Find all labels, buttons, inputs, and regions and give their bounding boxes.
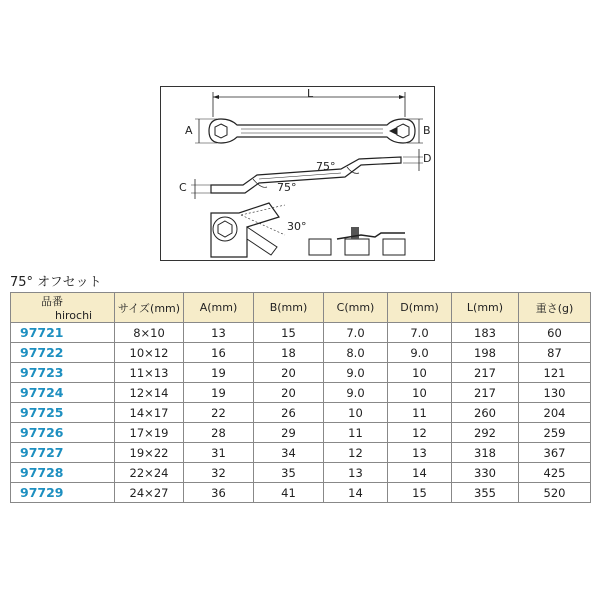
angle-label-bottom: 75°	[277, 181, 297, 194]
cell-a: 28	[184, 423, 254, 443]
cell-d: 15	[388, 483, 452, 503]
cell-c: 9.0	[324, 363, 388, 383]
cell-c: 9.0	[324, 383, 388, 403]
cell-size: 19×22	[115, 443, 184, 463]
cell-part-number[interactable]: 97725	[11, 403, 115, 423]
cell-d: 12	[388, 423, 452, 443]
table-row	[11, 323, 591, 343]
cell-c: 13	[324, 463, 388, 483]
cell-d: 7.0	[388, 323, 452, 343]
spec-table	[10, 292, 591, 503]
cell-b: 18	[254, 343, 324, 363]
cell-weight: 520	[519, 483, 591, 503]
cell-weight: 367	[519, 443, 591, 463]
cell-b: 20	[254, 363, 324, 383]
cell-d: 9.0	[388, 343, 452, 363]
header-part-number	[11, 293, 115, 323]
angle-label-head: 30°	[287, 220, 307, 233]
cell-c: 12	[324, 443, 388, 463]
section-title: 75° オフセット	[10, 275, 102, 290]
table-row	[11, 423, 591, 443]
cell-l: 355	[452, 483, 519, 503]
cell-weight: 259	[519, 423, 591, 443]
header-label-hirochi: hirochi	[55, 309, 93, 322]
cell-c: 10	[324, 403, 388, 423]
cell-l: 260	[452, 403, 519, 423]
cell-a: 19	[184, 363, 254, 383]
cell-part-number[interactable]: 97724	[11, 383, 115, 403]
header-d: D(mm)	[388, 293, 452, 323]
dim-label-c: C	[179, 181, 187, 194]
dim-label-l: L	[307, 87, 314, 100]
header-weight: 重さ(g)	[519, 293, 591, 323]
cell-a: 31	[184, 443, 254, 463]
cell-d: 11	[388, 403, 452, 423]
header-size: サイズ(mm)	[115, 293, 184, 323]
cell-c: 14	[324, 483, 388, 503]
cell-size: 22×24	[115, 463, 184, 483]
cell-size: 17×19	[115, 423, 184, 443]
dim-label-d: D	[423, 152, 432, 165]
header-b: B(mm)	[254, 293, 324, 323]
table-row	[11, 463, 591, 483]
cell-l: 292	[452, 423, 519, 443]
cell-d: 10	[388, 383, 452, 403]
cell-size: 11×13	[115, 363, 184, 383]
cell-a: 36	[184, 483, 254, 503]
table-row	[11, 363, 591, 383]
cell-l: 198	[452, 343, 519, 363]
cell-part-number[interactable]: 97728	[11, 463, 115, 483]
dim-label-b: B	[423, 124, 431, 137]
cell-b: 35	[254, 463, 324, 483]
cell-d: 10	[388, 363, 452, 383]
table-row	[11, 403, 591, 423]
cell-l: 217	[452, 363, 519, 383]
cell-c: 11	[324, 423, 388, 443]
cell-b: 29	[254, 423, 324, 443]
header-c: C(mm)	[324, 293, 388, 323]
table-row	[11, 443, 591, 463]
cell-c: 8.0	[324, 343, 388, 363]
cell-d: 14	[388, 463, 452, 483]
cell-size: 24×27	[115, 483, 184, 503]
cell-part-number[interactable]: 97729	[11, 483, 115, 503]
cell-part-number[interactable]: 97722	[11, 343, 115, 363]
dim-label-a: A	[185, 124, 193, 137]
cell-part-number[interactable]: 97726	[11, 423, 115, 443]
wrench-drawing	[161, 87, 433, 259]
wrench-diagram	[160, 86, 435, 261]
cell-a: 22	[184, 403, 254, 423]
cell-weight: 204	[519, 403, 591, 423]
cell-part-number[interactable]: 97727	[11, 443, 115, 463]
table-row	[11, 343, 591, 363]
cell-part-number[interactable]: 97721	[11, 323, 115, 343]
cell-size: 14×17	[115, 403, 184, 423]
cell-size: 10×12	[115, 343, 184, 363]
cell-a: 32	[184, 463, 254, 483]
cell-size: 12×14	[115, 383, 184, 403]
header-l: L(mm)	[452, 293, 519, 323]
header-label-hinban: 品番	[41, 295, 63, 308]
cell-a: 19	[184, 383, 254, 403]
cell-size: 8×10	[115, 323, 184, 343]
cell-d: 13	[388, 443, 452, 463]
cell-l: 318	[452, 443, 519, 463]
cell-b: 41	[254, 483, 324, 503]
cell-part-number[interactable]: 97723	[11, 363, 115, 383]
cell-a: 13	[184, 323, 254, 343]
cell-a: 16	[184, 343, 254, 363]
cell-weight: 87	[519, 343, 591, 363]
cell-b: 34	[254, 443, 324, 463]
cell-l: 217	[452, 383, 519, 403]
cell-b: 26	[254, 403, 324, 423]
cell-l: 330	[452, 463, 519, 483]
cell-l: 183	[452, 323, 519, 343]
angle-label-top: 75°	[316, 160, 336, 173]
table-header-row	[11, 293, 591, 323]
table-row	[11, 483, 591, 503]
cell-weight: 60	[519, 323, 591, 343]
cell-b: 20	[254, 383, 324, 403]
table-row	[11, 383, 591, 403]
cell-weight: 121	[519, 363, 591, 383]
cell-weight: 130	[519, 383, 591, 403]
cell-weight: 425	[519, 463, 591, 483]
header-a: A(mm)	[184, 293, 254, 323]
cell-c: 7.0	[324, 323, 388, 343]
cell-b: 15	[254, 323, 324, 343]
